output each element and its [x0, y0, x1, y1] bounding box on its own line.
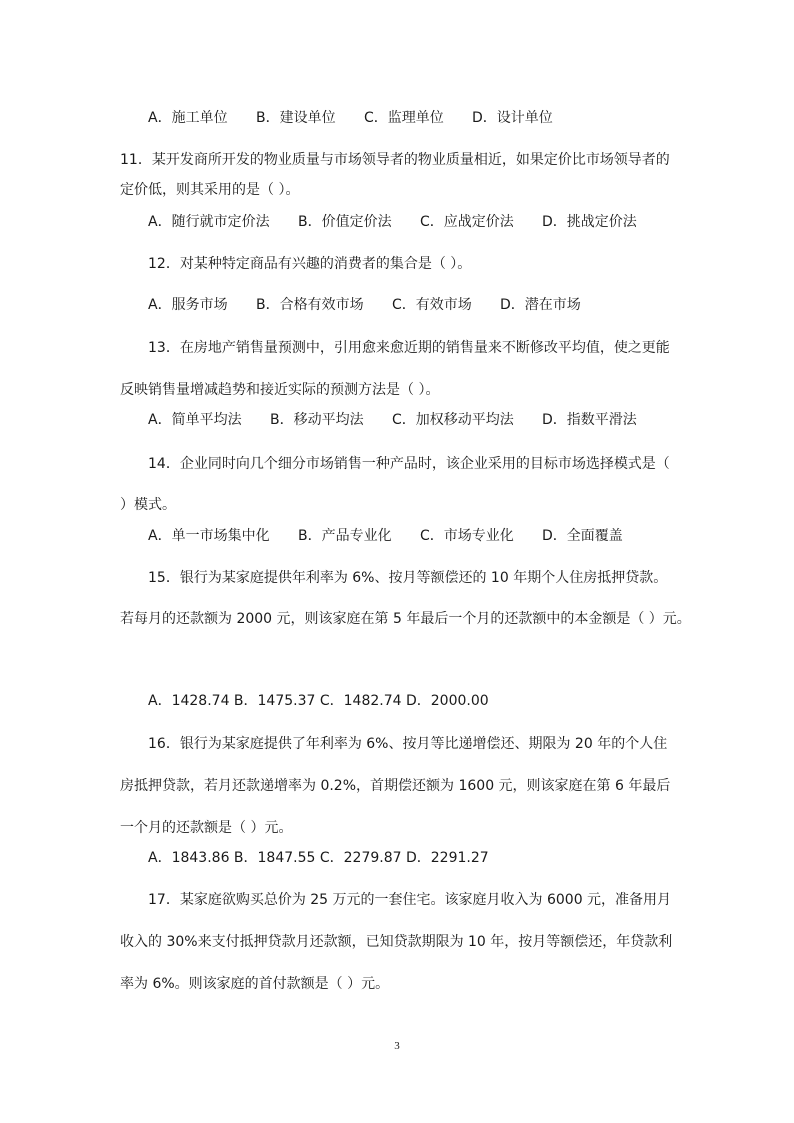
q12-option-a: A．服务市场: [148, 297, 228, 313]
q11-option-b: B．价值定价法: [298, 214, 392, 230]
q14-stem-line1: 14．企业同时向几个细分市场销售一种产品时，该企业采用的目标市场选择模式是（: [148, 456, 670, 472]
q14-stem-line2: ）模式。: [120, 497, 176, 513]
q13-option-d: D．指数平滑法: [542, 412, 637, 428]
q13-option-c: C．加权移动平均法: [392, 412, 514, 428]
q16-stem-line1: 16．银行为某家庭提供了年利率为 6%、按月等比递增偿还、期限为 20 年的个人住: [148, 736, 668, 752]
q11-stem-line1: 11．某开发商所开发的物业质量与市场领导者的物业质量相近，如果定价比市场领导者的: [120, 152, 670, 168]
q13-stem-line2: 反映销售量增减趋势和接近实际的预测方法是（ ）。: [120, 382, 440, 398]
q14-option-a: A．单一市场集中化: [148, 528, 270, 544]
q11-option-a: A．随行就市定价法: [148, 214, 270, 230]
q17-stem-line1: 17．某家庭欲购买总价为 25 万元的一套住宅。该家庭月收入为 6000 元，准备用月: [148, 892, 672, 908]
q12-option-c: C．有效市场: [392, 297, 472, 313]
q13-options: [148, 410, 637, 430]
q13-stem-line1: 13．在房地产销售量预测中，引用愈来愈近期的销售量来不断修改平均值，使之更能: [148, 340, 670, 356]
q14-option-b: B．产品专业化: [298, 528, 392, 544]
q11-option-c: C．应战定价法: [420, 214, 514, 230]
q16-stem-line3: 一个月的还款额是（ ）元。: [120, 820, 293, 836]
q10-option-a: A．施工单位: [148, 110, 228, 126]
q14-options: [148, 526, 623, 546]
q16-options: A．1843.86 B．1847.55 C．2279.87 D．2291.27: [148, 850, 489, 866]
q13-option-b: B．移动平均法: [270, 412, 364, 428]
q10-option-c: C．监理单位: [364, 110, 444, 126]
q11-options: [148, 212, 637, 232]
q12-stem: 12．对某种特定商品有兴趣的消费者的集合是（ ）。: [148, 256, 472, 272]
q15-stem-line2: 若每月的还款额为 2000 元，则该家庭在第 5 年最后一个月的还款额中的本金额是（ ）元。: [120, 611, 691, 627]
q14-option-c: C．市场专业化: [420, 528, 514, 544]
q11-stem-line2: 定价低，则其采用的是（ ）。: [120, 182, 300, 198]
q17-stem-line3: 率为 6%。则该家庭的首付款额是（ ）元。: [120, 976, 390, 992]
q12-option-b: B．合格有效市场: [256, 297, 364, 313]
q12-option-d: D．潜在市场: [500, 297, 581, 313]
q12-options: [148, 295, 581, 315]
q10-options: [148, 108, 553, 128]
q10-option-b: B．建设单位: [256, 110, 336, 126]
q11-option-d: D．挑战定价法: [542, 214, 637, 230]
q17-stem-line2: 收入的 30%来支付抵押贷款月还款额，已知贷款期限为 10 年，按月等额偿还，年贷款利: [120, 934, 673, 950]
q14-option-d: D．全面覆盖: [542, 528, 623, 544]
q13-option-a: A．简单平均法: [148, 412, 242, 428]
q10-option-d: D．设计单位: [472, 110, 553, 126]
q15-stem-line1: 15．银行为某家庭提供年利率为 6%、按月等额偿还的 10 年期个人住房抵押贷款。: [148, 570, 668, 586]
q16-stem-line2: 房抵押贷款，若月还款递增率为 0.2%，首期偿还额为 1600 元，则该家庭在第 6 年最后: [120, 778, 671, 794]
q15-options: A．1428.74 B．1475.37 C．1482.74 D．2000.00: [148, 693, 489, 709]
page-number: 3: [394, 1040, 400, 1052]
